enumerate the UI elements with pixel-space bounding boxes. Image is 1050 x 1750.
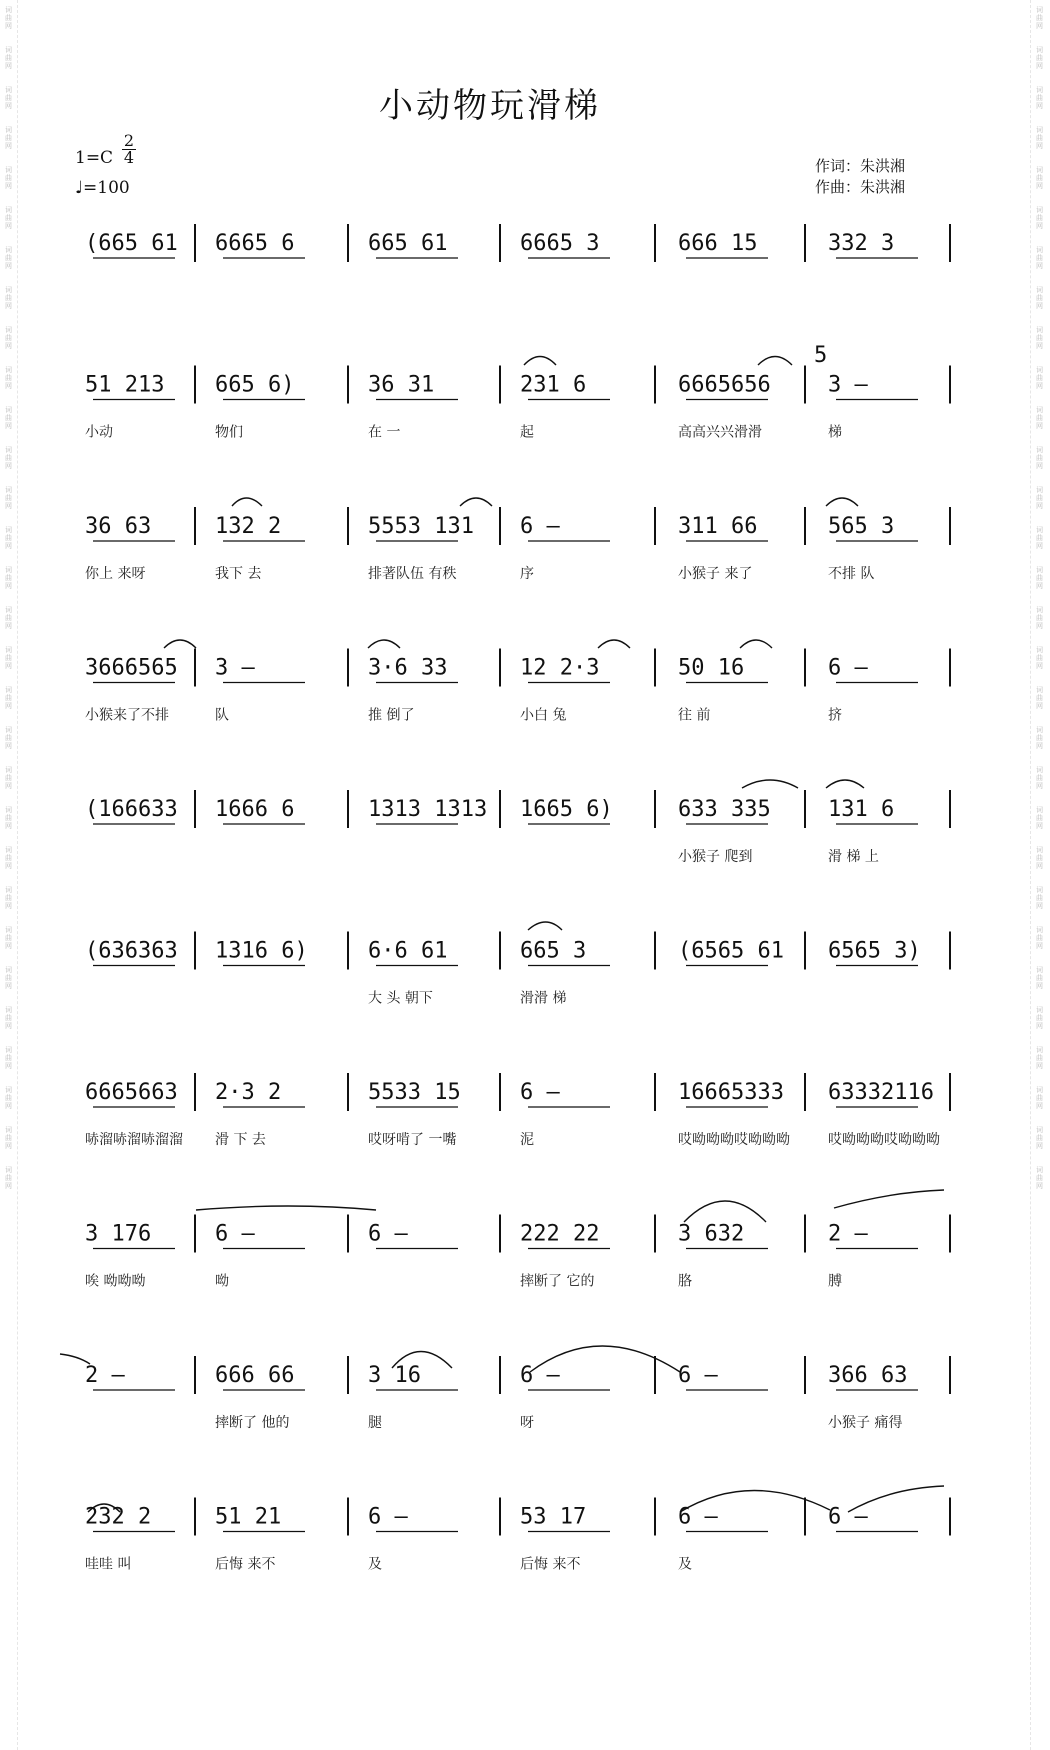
tie-arc [232, 498, 262, 506]
measure-notes: 3 – [828, 372, 868, 398]
watermark-mark: 词 曲 网 [1036, 166, 1043, 190]
lyric-text: 小猴子 爬到 [678, 849, 753, 865]
measure-notes: 6 – [828, 655, 868, 681]
lyric-text: 梯 [828, 424, 842, 441]
watermark-mark: 词 曲 网 [1036, 206, 1043, 230]
measure-notes: 6 – [520, 514, 560, 539]
song-title: 小动物玩滑梯 [379, 86, 601, 126]
watermark-mark: 词 曲 网 [5, 966, 12, 990]
watermark-mark: 词 曲 网 [5, 1086, 12, 1110]
watermark-mark: 词 曲 网 [5, 1006, 12, 1030]
measure-notes: 50 16 [678, 655, 745, 681]
watermark-mark: 词 曲 网 [5, 166, 12, 190]
lyric-text: 小动 [85, 424, 113, 441]
key-signature: 1=C [75, 148, 114, 168]
measure-notes: 1313 1313 [368, 797, 488, 822]
measure-notes: 6 – [368, 1221, 408, 1247]
measure-notes: 36 63 [85, 514, 152, 539]
measure-notes: 311 66 [678, 514, 758, 539]
watermark-mark: 词 曲 网 [1036, 6, 1043, 30]
score-system [85, 1073, 950, 1148]
tie-arc [528, 922, 562, 930]
watermark-mark: 词 曲 网 [5, 646, 12, 670]
lyric-text: 哎呦呦呦哎呦呦呦 [828, 1132, 940, 1148]
measure-notes: 132 2 [215, 514, 282, 539]
measure-notes: 1316 6) [215, 938, 308, 964]
watermark-mark: 词 曲 网 [5, 326, 12, 350]
watermark-mark: 词 曲 网 [1036, 486, 1043, 510]
measure-notes: 3666565 [85, 655, 178, 681]
measure-notes: 6565 3) [828, 938, 921, 964]
measure-notes: 131 6 [828, 797, 895, 822]
tie-arc [826, 780, 864, 788]
measure-notes: 6 – [520, 1080, 560, 1105]
lyric-text: 推 倒了 [368, 707, 415, 724]
measure-notes: 665 3 [520, 938, 587, 964]
measure-notes: 5553 131 [368, 514, 474, 539]
measure-notes: 565 3 [828, 514, 895, 539]
score-system [85, 366, 950, 441]
time-bottom: 4 [123, 148, 135, 167]
lyric-text: 及 [678, 1556, 692, 1573]
measure-notes: 633 335 [678, 797, 771, 822]
slur-layer [60, 357, 944, 1513]
lyric-text: 哧溜哧溜哧溜溜 [85, 1132, 183, 1148]
lyric-text: 腿 [368, 1415, 382, 1431]
lyric-text: 滑 下 去 [215, 1132, 266, 1148]
measure-notes: 6 – [828, 1504, 868, 1530]
lyric-text: 泥 [520, 1132, 534, 1148]
watermark-mark: 词 曲 网 [1036, 646, 1043, 670]
watermark-mark: 词 曲 网 [1036, 926, 1043, 950]
watermark-mark: 词 曲 网 [5, 6, 12, 30]
lyric-text: 摔断了 他的 [215, 1415, 290, 1431]
lyric-text: 哎呀啃了 一嘴 [368, 1132, 457, 1148]
measure-notes: 3·6 33 [368, 655, 448, 681]
watermark-mark: 词 曲 网 [5, 1126, 12, 1150]
measure-notes: 6665 6 [215, 231, 295, 256]
lyric-text: 物们 [215, 424, 243, 441]
measure-notes: 63332116 [828, 1080, 934, 1105]
measure-notes: 3 – [215, 655, 255, 681]
watermark-mark: 词 曲 网 [5, 566, 12, 590]
lyric-text: 小猴子 来了 [678, 566, 753, 582]
measure-notes: 2 – [85, 1363, 125, 1388]
measure-notes: 666 66 [215, 1363, 295, 1388]
measure-notes: 36 31 [368, 372, 435, 398]
composer: 作曲：朱洪湘 [815, 178, 906, 196]
measure-notes: 6 – [678, 1363, 718, 1388]
measure-notes: 6 – [678, 1504, 718, 1530]
measure-notes: 665 61 [368, 231, 448, 256]
quarter-note-icon: ♩ [75, 178, 84, 198]
lyric-text: 及 [368, 1556, 382, 1573]
measure-notes: 6665656 [678, 372, 771, 398]
measure-notes: 51 213 [85, 372, 165, 398]
watermark-mark: 词 曲 网 [1036, 286, 1043, 310]
watermark-mark: 词 曲 网 [1036, 366, 1043, 390]
watermark-mark: 词 曲 网 [1036, 86, 1043, 110]
tie-arc [826, 498, 858, 506]
lyric-text: 滑滑 梯 [520, 990, 567, 1007]
tie-arc [196, 1206, 376, 1210]
tie-arc [742, 780, 798, 788]
watermark-mark: 词 曲 网 [5, 726, 12, 750]
score-system [85, 1215, 950, 1290]
measure-notes: 12 2·3 [520, 655, 600, 681]
watermark-mark: 词 曲 网 [1036, 1166, 1043, 1190]
watermark-mark: 词 曲 网 [1036, 406, 1043, 430]
lyric-text: 小猴子 痛得 [828, 1415, 903, 1431]
watermark-mark: 词 曲 网 [1036, 606, 1043, 630]
measure-notes: 53 17 [520, 1504, 587, 1530]
lyric-text: 排著队伍 有秩 [368, 566, 457, 582]
measure-notes: 2 – [828, 1221, 868, 1247]
watermark-mark: 词 曲 网 [1036, 886, 1043, 910]
measure-notes: 332 3 [828, 231, 895, 256]
measure-notes: 6 – [520, 1363, 560, 1388]
lyric-text: 呀 [520, 1415, 534, 1431]
tie-arc [460, 498, 492, 506]
tempo-value: =100 [83, 178, 130, 198]
lyric-text: 膊 [828, 1273, 842, 1290]
tie-arc [598, 640, 630, 648]
watermark-mark: 词 曲 网 [5, 846, 12, 870]
measure-notes: 231 6 [520, 372, 587, 398]
watermark-mark: 词 曲 网 [1036, 1086, 1043, 1110]
watermark-mark: 词 曲 网 [1036, 326, 1043, 350]
watermark-mark: 词 曲 网 [5, 406, 12, 430]
lyric-text: 后悔 来不 [520, 1556, 581, 1573]
tie-arc [164, 640, 196, 648]
watermark-mark: 词 曲 网 [5, 886, 12, 910]
lyric-text: 摔断了 它的 [520, 1273, 595, 1290]
measure-notes: 51 21 [215, 1504, 282, 1530]
watermark-mark: 词 曲 网 [5, 206, 12, 230]
tie-arc [368, 640, 400, 648]
watermark-mark: 词 曲 网 [5, 366, 12, 390]
lyric-text: 胳 [678, 1273, 692, 1290]
lyric-text: 高高兴兴滑滑 [678, 424, 762, 441]
tie-arc [834, 1190, 944, 1208]
tie-arc [758, 357, 792, 366]
watermark-mark: 词 曲 网 [1036, 46, 1043, 70]
watermark-mark: 词 曲 网 [5, 806, 12, 830]
measure-notes: 1666 6 [215, 797, 295, 822]
lyric-text: 后悔 来不 [215, 1556, 276, 1573]
time-top: 2 [123, 131, 135, 150]
measure-notes: 1665 6) [520, 797, 613, 822]
score-system [85, 224, 950, 262]
lyric-text: 滑 梯 上 [828, 849, 879, 865]
watermark-mark: 词 曲 网 [1036, 726, 1043, 750]
lyric-text: 起 [520, 424, 534, 441]
watermark-mark: 词 曲 网 [1036, 966, 1043, 990]
watermark-mark: 词 曲 网 [5, 286, 12, 310]
measure-notes: 6665 3 [520, 231, 600, 256]
lyric-text: 我下 去 [215, 566, 262, 582]
measure-notes: 6665663 [85, 1080, 178, 1105]
measure-notes: 666 15 [678, 231, 758, 256]
score-system [85, 507, 950, 582]
lyric-text: 序 [520, 566, 534, 582]
watermark-mark: 词 曲 网 [5, 1046, 12, 1070]
score-system [85, 932, 950, 1007]
watermark-mark: 词 曲 网 [5, 686, 12, 710]
watermark-mark: 词 曲 网 [1036, 1046, 1043, 1070]
watermark-mark: 词 曲 网 [5, 1166, 12, 1190]
lyric-text: 唉 呦呦呦 [85, 1273, 146, 1290]
measure-notes: 3 176 [85, 1221, 152, 1247]
watermark-mark: 词 曲 网 [5, 126, 12, 150]
measure-notes: 6 – [368, 1504, 408, 1530]
lyric-text: 挤 [828, 707, 842, 724]
measure-notes: 665 6) [215, 372, 295, 398]
measure-notes: (6565 61 [678, 938, 784, 964]
watermark-mark: 词 曲 网 [1036, 566, 1043, 590]
watermark-mark: 词 曲 网 [5, 246, 12, 270]
score-system [85, 1356, 950, 1431]
watermark-mark: 词 曲 网 [1036, 1006, 1043, 1030]
tie-arc [740, 640, 772, 648]
lyric-text: 在 一 [368, 424, 401, 441]
watermark-mark: 词 曲 网 [5, 46, 12, 70]
watermark-mark: 词 曲 网 [1036, 526, 1043, 550]
lyric-text: 队 [215, 707, 229, 724]
watermark-mark: 词 曲 网 [5, 526, 12, 550]
watermark-mark: 词 曲 网 [1036, 1126, 1043, 1150]
watermark-mark: 词 曲 网 [5, 446, 12, 470]
measure-notes: 16665333 [678, 1080, 784, 1105]
lyric-text: 小猴来了不排 [85, 707, 169, 724]
measure-notes: 3 16 [368, 1363, 421, 1388]
tie-arc [524, 357, 556, 366]
lyric-text: 你上 来呀 [85, 566, 146, 582]
lyric-text: 呦 [215, 1273, 229, 1290]
watermark-mark: 词 曲 网 [1036, 126, 1043, 150]
lyric-text: 哎呦呦呦哎呦呦呦 [678, 1132, 790, 1148]
watermark-mark: 词 曲 网 [5, 486, 12, 510]
lyricist: 作词：朱洪湘 [815, 157, 906, 175]
watermark-mark: 词 曲 网 [5, 606, 12, 630]
watermark-mark: 词 曲 网 [1036, 446, 1043, 470]
watermark-mark: 词 曲 网 [1036, 686, 1043, 710]
tie-arc [684, 1201, 766, 1222]
grace-note: 5 [814, 343, 828, 368]
watermark-mark: 词 曲 网 [5, 766, 12, 790]
measure-notes: 5533 15 [368, 1080, 461, 1105]
watermark-mark: 词 曲 网 [5, 926, 12, 950]
measure-notes: 222 22 [520, 1221, 600, 1247]
measure-notes: 6·6 61 [368, 938, 448, 964]
measure-notes: 3 632 [678, 1221, 745, 1247]
measure-notes: 232 2 [85, 1504, 152, 1530]
measure-notes: 6 – [215, 1221, 255, 1247]
measure-notes: (166633 [85, 797, 178, 822]
measure-notes: (636363 [85, 938, 178, 964]
lyric-text: 不排 队 [828, 566, 875, 582]
lyric-text: 大 头 朝下 [368, 990, 433, 1007]
measure-notes: (665 61 [85, 231, 178, 256]
watermark-mark: 词 曲 网 [5, 86, 12, 110]
score-system [85, 790, 950, 865]
watermark-mark: 词 曲 网 [1036, 766, 1043, 790]
watermark-mark: 词 曲 网 [1036, 806, 1043, 830]
watermark-mark: 词 曲 网 [1036, 846, 1043, 870]
measure-notes: 2·3 2 [215, 1080, 282, 1105]
measure-notes: 366 63 [828, 1363, 908, 1388]
lyric-text: 哇哇 叫 [85, 1556, 132, 1573]
score-system [85, 649, 950, 724]
score-system [85, 1498, 950, 1573]
watermark-mark: 词 曲 网 [1036, 246, 1043, 270]
lyric-text: 往 前 [678, 707, 711, 724]
lyric-text: 小白 兔 [520, 707, 567, 724]
